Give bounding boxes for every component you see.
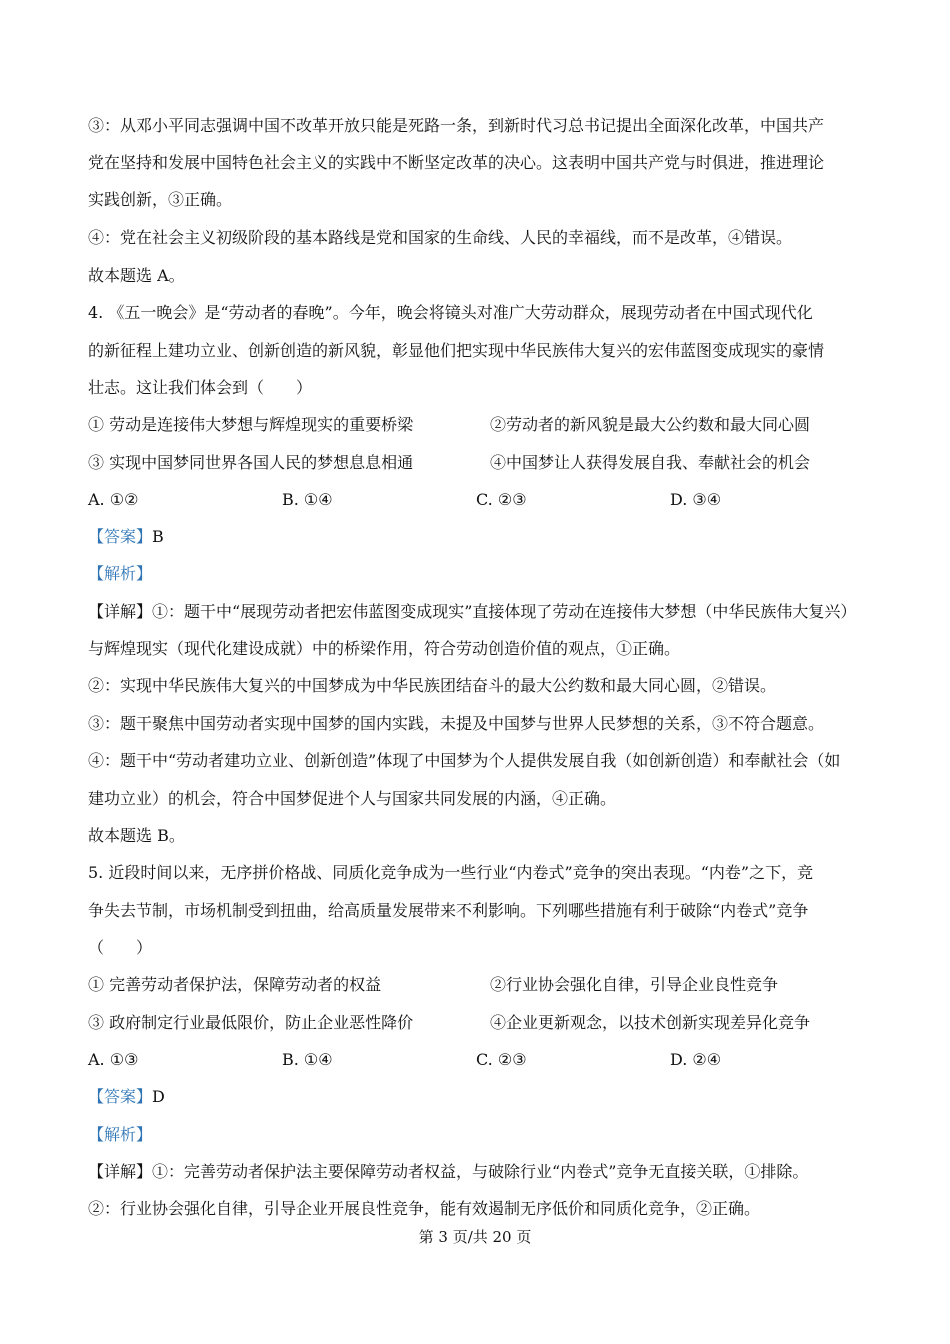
choice-d: D. ③④ [670,490,722,509]
analysis-label: 【解析】 [88,564,153,583]
choice-c: C. ②③ [476,490,527,509]
choice-d: D. ②④ [670,1050,722,1069]
detail-line: 建功立业）的机会，符合中国梦促进个人与国家共同发展的内涵，④正确。 [88,789,617,808]
page-footer: 第 3 页/共 20 页 [418,1228,532,1246]
question-5-stem: （ ） [88,938,153,957]
question-5-stem: 争失去节制，市场机制受到扭曲，给高质量发展带来不利影响。下列哪些措施有利于破除“内卷式”竞争 [88,901,809,920]
choice-b: B. ①④ [282,490,333,509]
answer-value: B [152,527,164,546]
detail-line: 与辉煌现实（现代化建设成就）中的桥梁作用，符合劳动创造价值的观点，①正确。 [88,639,681,658]
detail-line: ③：题干聚焦中国劳动者实现中国梦的国内实践，未提及中国梦与世界人民梦想的关系，③不符合题意。 [88,714,825,733]
statement-3: ③ 实现中国梦同世界各国人民的梦想息息相通 [88,453,414,472]
detail-label: 【详解】 [88,602,153,621]
detail-line: ②：行业协会强化自律，引导企业开展良性竞争，能有效遏制无序低价和同质化竞争，②正确。 [88,1199,761,1218]
conclusion: 故本题选 B。 [88,826,185,845]
analysis-line: 实践创新，③正确。 [88,190,233,209]
question-4-stem: 壮志。这让我们体会到（ ） [88,378,313,397]
answer-label: 【答案】 [88,527,153,546]
detail-text: ①：完善劳动者保护法主要保障劳动者权益，与破除行业“内卷式”竞争无直接关联，①排除。 [152,1162,809,1181]
detail-line: ④：题干中“劳动者建功立业、创新创造”体现了中国梦为个人提供发展自我（如创新创造）和奉献社会（如 [88,751,841,770]
answer-label: 【答案】 [88,1087,153,1106]
choice-c: C. ②③ [476,1050,527,1069]
detail-line [88,602,856,622]
analysis-line: ④：党在社会主义初级阶段的基本路线是党和国家的生命线、人民的幸福线，而不是改革，④错误。 [88,228,793,247]
statement-1: ① 完善劳动者保护法，保障劳动者的权益 [88,975,382,994]
question-4-stem: 的新征程上建功立业、创新创造的新风貌，彰显他们把实现中华民族伟大复兴的宏伟蓝图变成现实的豪情 [88,341,825,360]
statement-4: ④中国梦让人获得发展自我、奉献社会的机会 [490,453,811,472]
detail-label: 【详解】 [88,1162,153,1181]
analysis-line: ③：从邓小平同志强调中国不改革开放只能是死路一条，到新时代习总书记提出全面深化改革，中国共产 [88,116,825,135]
question-4-stem: 4. 《五一晚会》是“劳动者的春晚”。今年，晚会将镜头对准广大劳动群众，展现劳动者在中国式现代化 [88,303,813,322]
analysis-label: 【解析】 [88,1125,153,1144]
question-5-stem: 5. 近段时间以来，无序拼价格战、同质化竞争成为一些行业“内卷式”竞争的突出表现。“内卷”之下，竞 [88,863,814,882]
statement-3: ③ 政府制定行业最低限价，防止企业恶性降价 [88,1013,414,1032]
statement-1: ① 劳动是连接伟大梦想与辉煌现实的重要桥梁 [88,415,414,434]
detail-text: ①：题干中“展现劳动者把宏伟蓝图变成现实”直接体现了劳动在连接伟大梦想（中华民族伟大复兴） [152,602,857,621]
choice-a: A. ①③ [88,1050,139,1069]
choice-b: B. ①④ [282,1050,333,1069]
statement-2: ②劳动者的新风貌是最大公约数和最大同心圆 [490,415,811,434]
conclusion: 故本题选 A。 [88,266,185,285]
answer-row [88,1087,165,1107]
answer-value: D [152,1087,165,1106]
detail-line [88,1162,808,1182]
answer-row [88,527,164,547]
detail-line: ②：实现中华民族伟大复兴的中国梦成为中华民族团结奋斗的最大公约数和最大同心圆，②错误。 [88,676,777,695]
analysis-line: 党在坚持和发展中国特色社会主义的实践中不断坚定改革的决心。这表明中国共产党与时俱进，推进理论 [88,153,825,172]
choice-a: A. ①② [88,490,139,509]
statement-4: ④企业更新观念，以技术创新实现差异化竞争 [490,1013,811,1032]
statement-2: ②行业协会强化自律，引导企业良性竞争 [490,975,779,994]
